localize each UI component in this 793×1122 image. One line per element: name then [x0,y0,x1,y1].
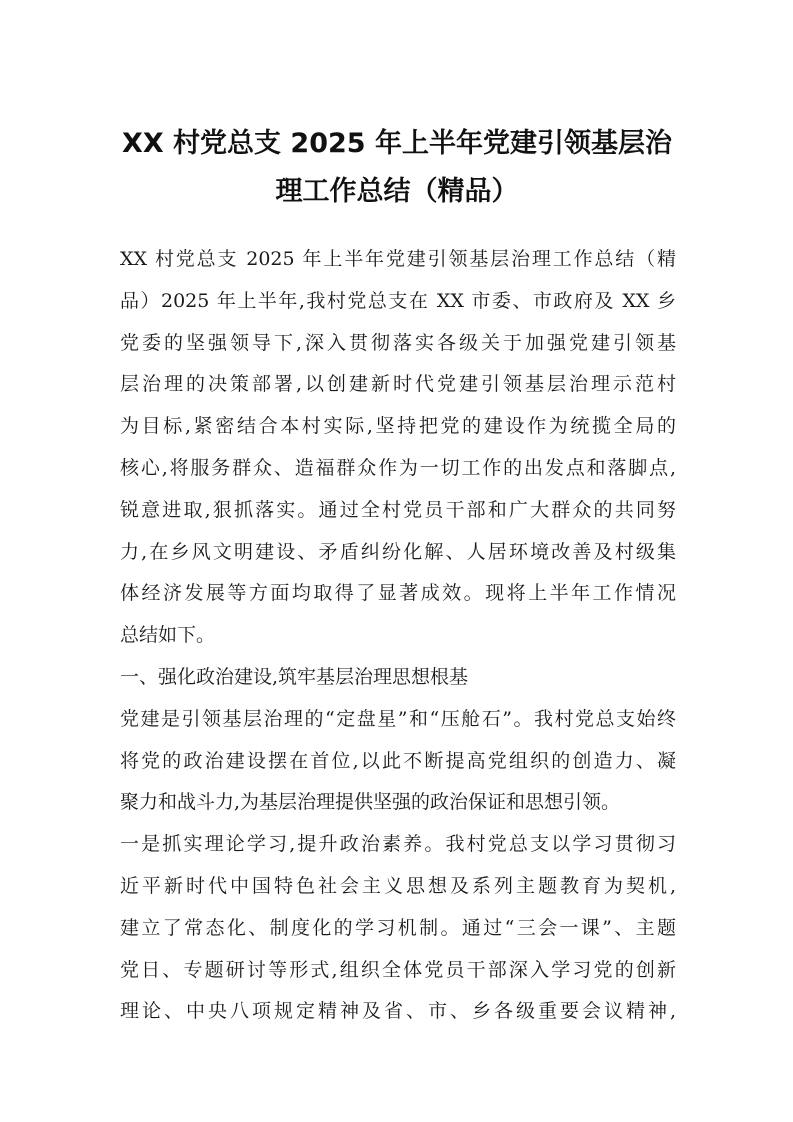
text-line: 将党的政治建设摆在首位,以此不断提高党组织的创造力、凝 [120,749,676,772]
text-line: 为目标,紧密结合本村实际,坚持把党的建设作为统揽全局的 [120,415,676,438]
title-line-2: 理工作总结（精品） [275,176,519,207]
document-body [120,239,676,1033]
text-line: 建立了常态化、制度化的学习机制。通过“三会一课”、主题 [120,916,676,939]
text-line: 品）2025 年上半年,我村党总支在 XX 市委、市政府及 XX 乡 [120,289,676,312]
text-line: 近平新时代中国特色社会主义思想及系列主题教育为契机, [120,874,676,897]
text-line: 锐意进取,狠抓落实。通过全村党员干部和广大群众的共同努 [120,498,676,521]
section-heading [120,657,676,699]
text-line: 一是抓实理论学习,提升政治素养。我村党总支以学习贯彻习 [120,833,676,856]
text-line: 体经济发展等方面均取得了显著成效。现将上半年工作情况 [120,582,676,605]
title-line-1: XX 村党总支 2025 年上半年党建引领基层治 [122,128,672,159]
section-paragraph [120,699,676,824]
section-heading-text: 一、强化政治建设,筑牢基层治理思想根基 [120,665,469,688]
text-line: 力,在乡风文明建设、矛盾纠纷化解、人居环境改善及村级集 [120,540,676,563]
text-line: 党日、专题研讨等形式,组织全体党员干部深入学习党的创新 [120,958,676,981]
section-paragraph [120,824,676,1033]
text-line: 理论、中央八项规定精神及省、市、乡各级重要会议精神, [120,1000,676,1023]
text-line: XX 村党总支 2025 年上半年党建引领基层治理工作总结（精 [120,248,676,270]
text-line: 党建是引领基层治理的“定盘星”和“压舱石”。我村党总支始终 [120,707,676,730]
text-line: 核心,将服务群众、造福群众作为一切工作的出发点和落脚点, [120,456,676,479]
document-title [100,120,694,216]
text-line: 聚力和战斗力,为基层治理提供坚强的政治保证和思想引领。 [120,791,621,814]
intro-paragraph [120,239,676,657]
text-line: 党委的坚强领导下,深入贯彻落实各级关于加强党建引领基 [120,331,676,354]
text-line: 层治理的决策部署,以创建新时代党建引领基层治理示范村 [120,373,676,396]
text-line: 总结如下。 [120,624,216,647]
